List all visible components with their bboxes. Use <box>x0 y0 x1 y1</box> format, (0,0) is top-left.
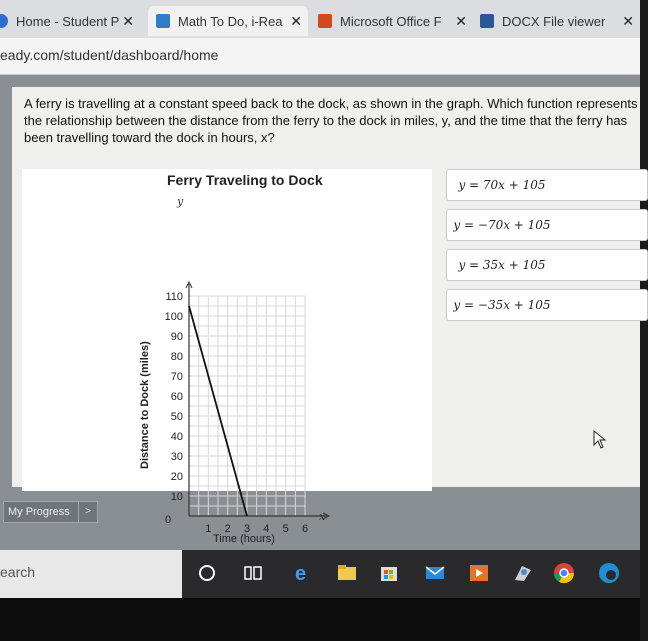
answer-choice-4[interactable] <box>446 289 648 321</box>
url-text: eady.com/student/dashboard/home <box>0 47 219 63</box>
x-axis-label: Time (hours) <box>213 533 275 545</box>
choice-label: y = 35x + 105 <box>458 258 546 272</box>
choice-label: y = 70x + 105 <box>458 178 546 192</box>
y-tick-label: 80 <box>170 351 183 363</box>
answer-choice-1[interactable] <box>446 169 648 201</box>
office-icon <box>318 14 332 28</box>
tab-label: Microsoft Office F <box>340 13 442 29</box>
y-tick-label: 60 <box>170 391 183 403</box>
docx-icon <box>480 14 494 28</box>
y-tick-label: 90 <box>170 331 183 343</box>
search-label: earch <box>0 564 36 580</box>
close-icon[interactable]: ✕ <box>455 13 467 29</box>
mail-icon[interactable] <box>424 562 446 584</box>
y-tick-label: 30 <box>170 451 183 463</box>
y-tick-label: 70 <box>170 371 183 383</box>
browser-tab-bar <box>0 0 640 38</box>
edge-icon[interactable] <box>292 562 314 584</box>
student-portal-icon <box>0 14 8 28</box>
close-icon[interactable]: ✕ <box>122 13 134 29</box>
tab-label: DOCX File viewer <box>502 13 606 29</box>
media-icon[interactable] <box>468 562 490 584</box>
y-tick-label: 20 <box>170 471 183 483</box>
y-tick-label: 110 <box>165 291 183 303</box>
windows-taskbar <box>0 550 640 598</box>
y-axis-label: Distance to Dock (miles) <box>139 341 151 469</box>
store-icon[interactable] <box>378 562 400 584</box>
x-tick-label: 6 <box>301 523 309 535</box>
progress-arrow-button[interactable]: > <box>78 501 98 523</box>
tab-microsoft-office[interactable] <box>310 6 473 36</box>
x-tick-label: 2 <box>224 523 231 535</box>
svg-text:e: e <box>295 563 307 585</box>
tab-label: Math To Do, i-Rea <box>178 13 283 29</box>
chart-axes <box>186 282 329 519</box>
chart-grid <box>189 296 305 516</box>
taskbar-search[interactable] <box>0 550 182 598</box>
tab-math-to-do[interactable] <box>148 6 308 36</box>
page-content <box>0 75 640 550</box>
iready-icon <box>156 14 170 28</box>
x-axis-letter: x <box>319 510 326 523</box>
mouse-cursor-icon <box>593 430 607 450</box>
screen-bezel <box>0 598 640 641</box>
paint-icon[interactable] <box>512 562 534 584</box>
x-tick-label: 3 <box>243 523 251 535</box>
y-axis-letter: y <box>177 195 184 208</box>
chart-ticks <box>165 291 308 535</box>
tab-docx-viewer[interactable] <box>472 6 640 36</box>
tab-home-student[interactable] <box>0 6 140 36</box>
y-tick-label: 40 <box>170 431 183 443</box>
x-tick-label: 5 <box>282 523 289 535</box>
answer-choice-2[interactable] <box>446 209 648 241</box>
x-tick-label: 1 <box>205 523 212 535</box>
close-icon[interactable]: ✕ <box>290 13 302 29</box>
y-tick-label: 100 <box>164 311 183 323</box>
file-explorer-icon[interactable] <box>336 562 358 584</box>
chart-title: Ferry Traveling to Dock <box>167 172 323 188</box>
my-progress-label: My Progress <box>8 506 70 518</box>
address-bar[interactable] <box>0 38 640 75</box>
y-tick-label: 10 <box>170 491 183 503</box>
chrome-icon[interactable] <box>553 562 575 584</box>
choice-label: y = −70x + 105 <box>453 218 551 232</box>
tab-label: Home - Student P <box>16 13 120 29</box>
x-tick-label: 4 <box>263 523 270 535</box>
question-text: A ferry is travelling at a constant speed back to the dock, as shown in the graph. Which function represents the relationship between the distance from the ferry to the dock in miles, y, and the time that the ferry has been travelling toward the dock in hours, x? <box>24 96 638 145</box>
choice-label: y = −35x + 105 <box>453 298 551 312</box>
edge-new-icon[interactable] <box>598 562 620 584</box>
close-icon[interactable]: ✕ <box>622 13 634 29</box>
y-tick-label: 50 <box>170 411 183 423</box>
my-progress-button[interactable] <box>3 501 79 523</box>
cortana-icon[interactable] <box>196 562 218 584</box>
answer-choice-3[interactable] <box>446 249 648 281</box>
task-view-icon[interactable] <box>242 562 264 584</box>
origin-label: 0 <box>165 514 172 526</box>
